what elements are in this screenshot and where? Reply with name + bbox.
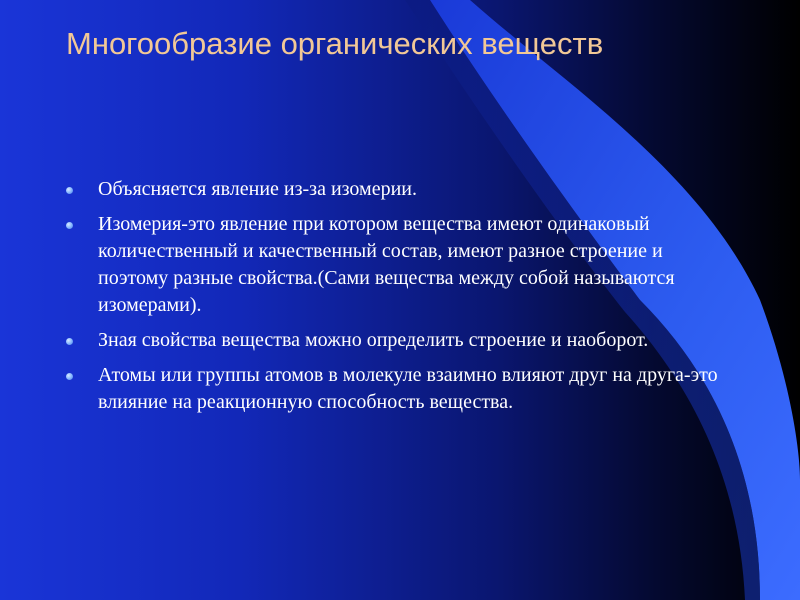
list-item <box>66 211 726 319</box>
slide-title: Многообразие органических веществ <box>66 26 604 61</box>
list-item <box>66 327 726 354</box>
bullet-icon <box>66 373 73 380</box>
bullet-text: Зная свойства вещества можно определить строение и наоборот. <box>98 329 649 351</box>
bullet-icon <box>66 222 73 229</box>
list-item <box>66 362 726 416</box>
bullet-icon <box>66 338 73 345</box>
bullet-text: Атомы или группы атомов в молекуле взаимно влияют друг на друга-это влияние на реакционную способность вещества. <box>98 364 718 413</box>
bullet-text: Объясняется явление из-за изомерии. <box>98 178 417 200</box>
bullet-text: Изомерия-это явление при котором вещества имеют одинаковый количественный и качественный состав, имеют разное строение и поэтому разные свойства.(Сами вещества между собой называются изомерами). <box>98 213 675 316</box>
bullet-icon <box>66 187 73 194</box>
bullet-list <box>66 176 726 424</box>
list-item <box>66 176 726 203</box>
